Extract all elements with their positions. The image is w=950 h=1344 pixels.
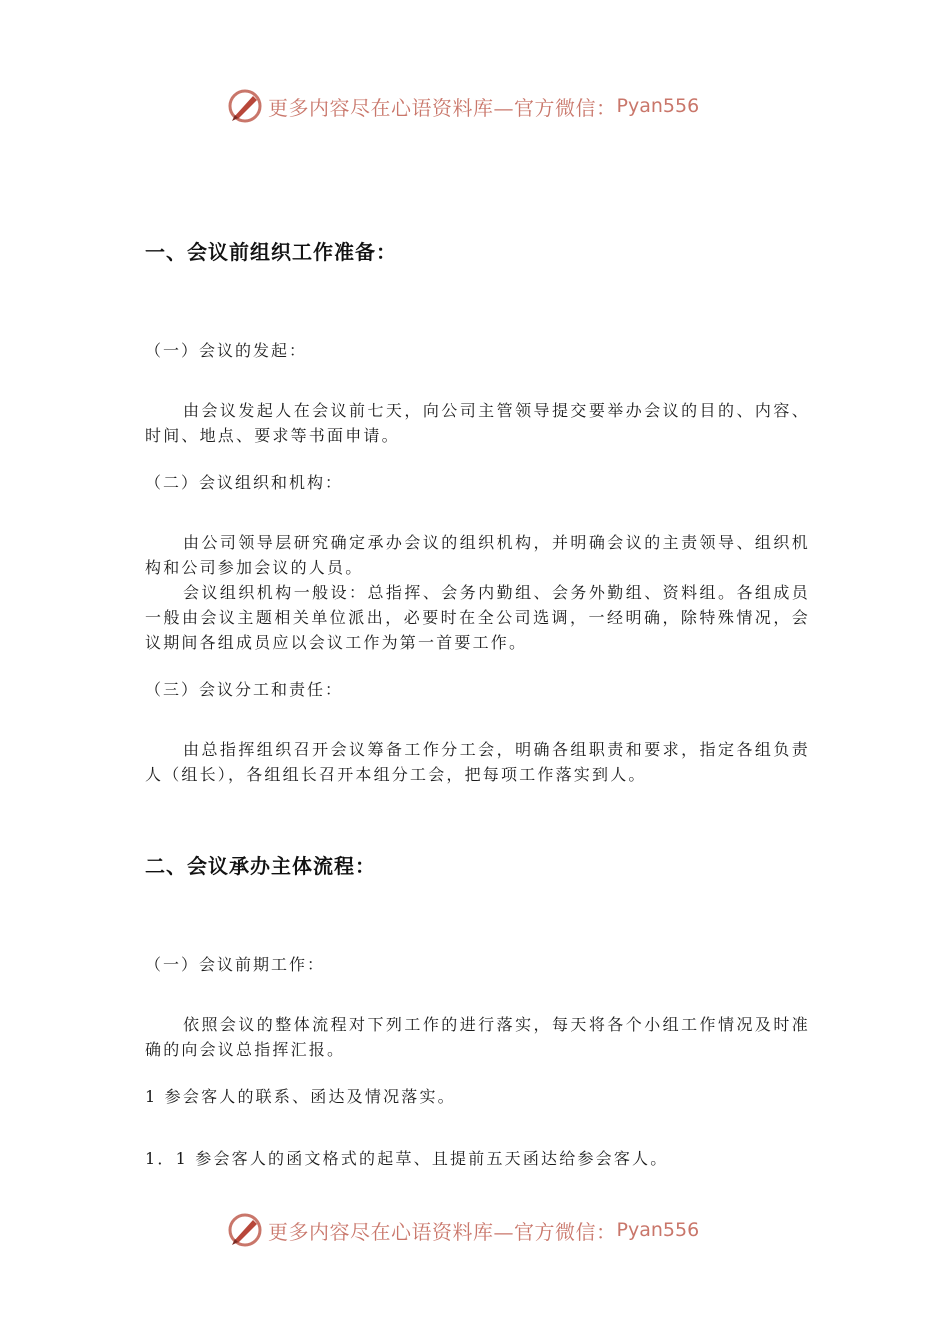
watermark-text: 更多内容尽在心语资料库—官方微信： [268,95,617,120]
pen-logo-icon [226,87,264,125]
section-title-1: 一、会议前组织工作准备： [145,240,397,264]
watermark-account: Pyan556 [616,95,700,117]
subsection-heading: （三）会议分工和责任： [145,680,344,699]
paragraph: 会议组织机构一般设：总指挥、会务内勤组、会务外勤组、资料组。各组成员一般由会议主题相关单位派出，必要时在全公司选调，一经明确，除特殊情况，会议期间各组成员应以会议工作为第一首要工作。 [145,583,810,652]
paragraph: 由会议发起人在会议前七天，向公司主管领导提交要举办会议的目的、内容、时间、地点、要求等书面申请。 [145,401,810,445]
watermark-banner-top [226,86,699,126]
list-item: 1 参会客人的联系、函达及情况落实。 [145,1087,456,1106]
watermark-text: 更多内容尽在心语资料库—官方微信： [268,1219,617,1244]
subsection-heading: （一）会议的发起： [145,341,308,360]
watermark-banner-bottom [226,1210,699,1250]
section-title-2: 二、会议承办主体流程： [145,854,376,878]
list-item: 1．1 参会客人的函文格式的起草、且提前五天函达给参会客人。 [145,1149,669,1168]
paragraph: 由总指挥组织召开会议筹备工作分工会，明确各组职责和要求，指定各组负责人（组长），各组组长召开本组分工会，把每项工作落实到人。 [145,740,810,784]
paragraph: 依照会议的整体流程对下列工作的进行落实，每天将各个小组工作情况及时准确的向会议总指挥汇报。 [145,1015,810,1059]
pen-logo-icon [226,1211,264,1249]
watermark-account: Pyan556 [616,1219,700,1241]
subsection-heading: （一）会议前期工作： [145,955,326,974]
subsection-heading: （二）会议组织和机构： [145,473,344,492]
paragraph: 由公司领导层研究确定承办会议的组织机构，并明确会议的主责领导、组织机构和公司参加会议的人员。 [145,533,810,577]
